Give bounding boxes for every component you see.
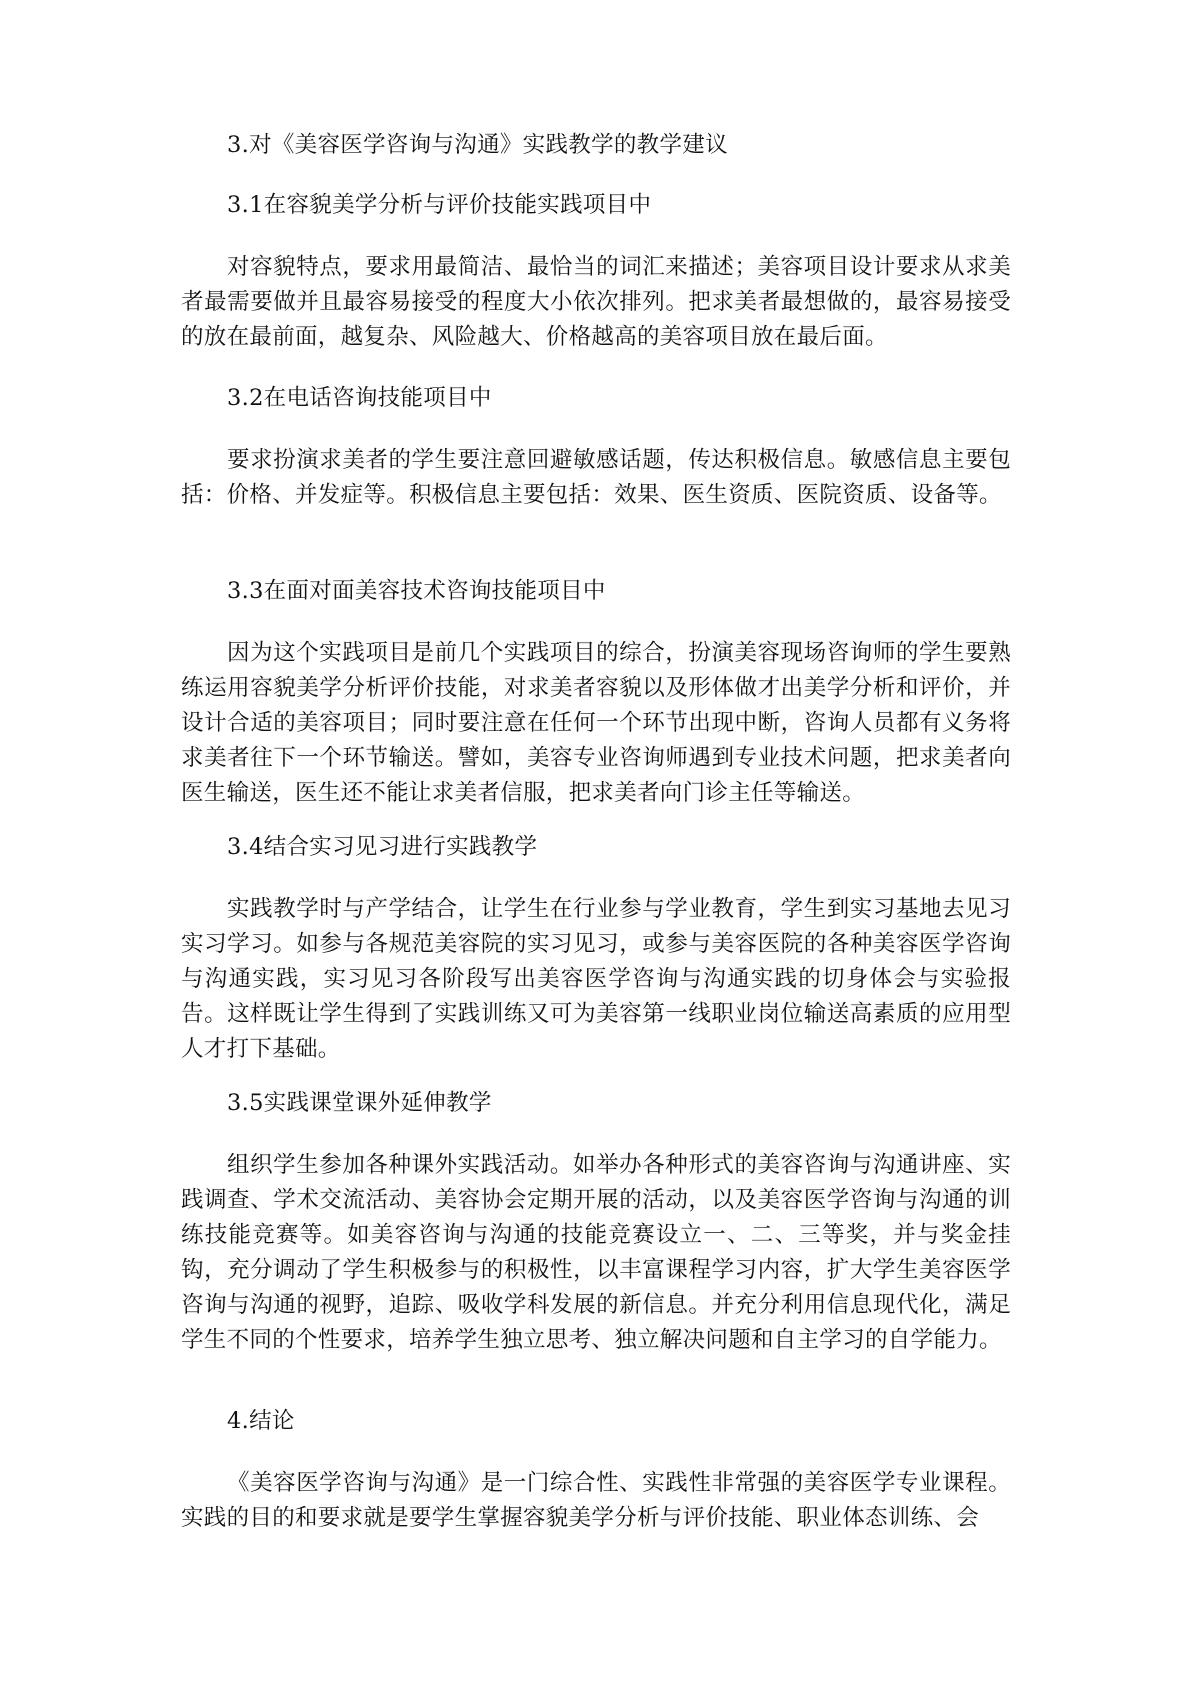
subsection-heading-3-2: 3.2在电话咨询技能项目中: [227, 385, 492, 411]
subsection-heading-3-3: 3.3在面对面美容技术咨询技能项目中: [227, 578, 606, 604]
subsection-heading-3-5: 3.5实践课堂课外延伸教学: [227, 1090, 492, 1116]
paragraph-3-2: 要求扮演求美者的学生要注意回避敏感话题，传达积极信息。敏感信息主要包括：价格、并发症等。积极信息主要包括：效果、医生资质、医院资质、设备等。: [181, 447, 1011, 508]
paragraph-4: 《美容医学咨询与沟通》是一门综合性、实践性非常强的美容医学专业课程。实践的目的和要求就是要学生掌握容貌美学分析与评价技能、职业体态训练、会: [181, 1470, 1011, 1531]
paragraph-3-5: 组织学生参加各种课外实践活动。如举办各种形式的美容咨询与沟通讲座、实践调查、学术交流活动、美容协会定期开展的活动，以及美容医学咨询与沟通的训练技能竞赛等。如美容咨询与沟通的技能竞赛设立一、二、三等奖，并与奖金挂钩，充分调动了学生积极参与的积极性，以丰富课程学习内容，扩大学生美容医学咨询与沟通的视野，追踪、吸收学科发展的新信息。并充分利用信息现代化，满足学生不同的个性要求，培养学生独立思考、独立解决问题和自主学习的自学能力。: [181, 1152, 1011, 1353]
subsection-heading-3-4: 3.4结合实习见习进行实践教学: [227, 834, 538, 860]
paragraph-3-3: 因为这个实践项目是前几个实践项目的综合，扮演美容现场咨询师的学生要熟练运用容貌美学分析评价技能，对求美者容貌以及形体做才出美学分析和评价，并设计合适的美容项目；同时要注意在任何一个环节出现中断，咨询人员都有义务将求美者往下一个环节输送。譬如，美容专业咨询师遇到专业技术问题，把求美者向医生输送，医生还不能让求美者信服，把求美者向门诊主任等输送。: [181, 640, 1011, 806]
section-heading-4: 4.结论: [227, 1408, 295, 1434]
section-heading-3: 3.对《美容医学咨询与沟通》实践教学的教学建议: [227, 132, 728, 158]
subsection-heading-3-1: 3.1在容貌美学分析与评价技能实践项目中: [227, 192, 652, 218]
paragraph-3-4: 实践教学时与产学结合，让学生在行业参与学业教育，学生到实习基地去见习实习学习。如参与各规范美容院的实习见习，或参与美容医院的各种美容医学咨询与沟通实践，实习见习各阶段写出美容医学咨询与沟通实践的切身体会与实验报告。这样既让学生得到了实践训练又可为美容第一线职业岗位输送高素质的应用型人才打下基础。: [181, 896, 1011, 1062]
paragraph-3-1: 对容貌特点，要求用最简洁、最恰当的词汇来描述；美容项目设计要求从求美者最需要做并且最容易接受的程度大小依次排列。把求美者最想做的，最容易接受的放在最前面，越复杂、风险越大、价格越高的美容项目放在最后面。: [181, 254, 1011, 350]
